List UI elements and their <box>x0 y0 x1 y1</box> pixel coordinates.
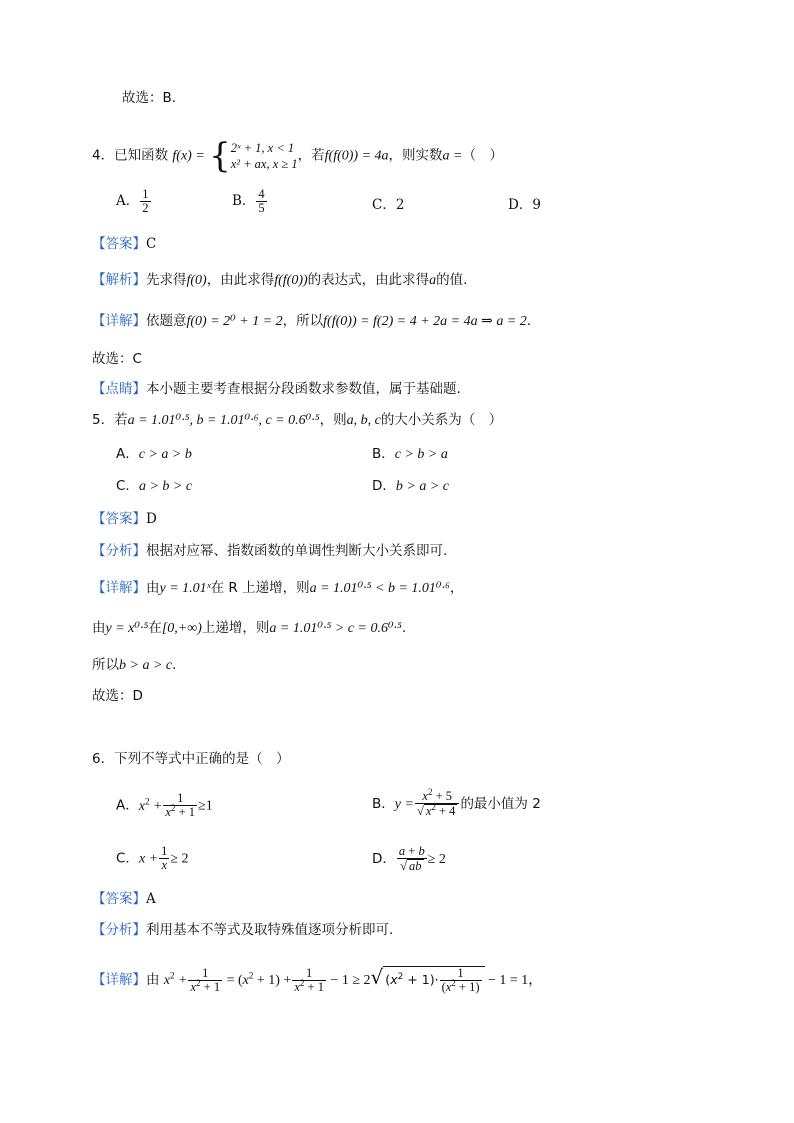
comment-text: 本小题主要考查根据分段函数求参数值，属于基础题. <box>146 381 461 397</box>
option-label: B． <box>232 193 256 209</box>
q6-answer <box>92 890 156 908</box>
q4-answer <box>92 235 156 253</box>
fraction-denominator: 2 <box>142 201 149 215</box>
q5-detail-1 <box>92 579 463 598</box>
detail-text: 所以 <box>92 657 119 673</box>
fraction: $\frac{1}{x^2 + 1}$ <box>165 791 196 819</box>
q6-analysis <box>92 921 393 939</box>
q4-option-a-fraction <box>140 188 150 215</box>
analysis-tag: 【分析】 <box>92 543 146 559</box>
detail-math: = $(x^2 + 1)$ + <box>223 970 292 988</box>
comment-tag: 【点睛】 <box>92 381 146 397</box>
analysis-text: 的值. <box>436 272 468 288</box>
q4-option-b <box>232 188 268 215</box>
analysis-tag: 【分析】 <box>92 922 146 938</box>
q4-option-b-fraction <box>256 188 266 215</box>
q4-comment <box>92 380 461 398</box>
answer-value: C <box>146 236 157 252</box>
option-value: a > b > c <box>138 479 193 494</box>
detail-tag: 【详解】 <box>92 580 146 596</box>
detail-text: . <box>172 657 177 673</box>
option-math: ≥ 2 <box>427 852 446 868</box>
option-math: $x^2$ + <box>138 795 163 814</box>
answer-tag: 【答案】 <box>92 891 146 907</box>
q5-vars: a, b, c <box>346 413 381 428</box>
answer-tag: 【答案】 <box>92 511 146 527</box>
option-value: c > b > a <box>394 447 448 462</box>
q6-option-b <box>372 786 541 819</box>
option-label: B． <box>372 446 395 462</box>
q6-number: 6． <box>92 751 115 767</box>
analysis-math: f(f(0)) <box>274 273 308 288</box>
detail-text: ，所以 <box>282 313 324 329</box>
answer-value: D <box>146 511 157 527</box>
detail-math: y = x⁰·⁵ <box>105 621 149 636</box>
analysis-math: f(0) <box>186 273 207 288</box>
detail-math: a = 1.01⁰·⁵ > c = 0.6⁰·⁵ <box>269 621 402 636</box>
q4-fx: f(x) = <box>172 148 205 164</box>
option-math: ≥1 <box>198 798 213 814</box>
option-value: b > a > c <box>395 479 450 494</box>
q6-option-c <box>116 845 189 872</box>
sqrt-icon: √ $x^2 + 4$ <box>416 801 456 819</box>
analysis-text: ，由此求得 <box>206 272 275 288</box>
option-math: x + <box>138 851 159 867</box>
detail-text: 上递增，则 <box>201 620 270 636</box>
option-value: 2 <box>395 197 405 213</box>
detail-math: [0,+∞) <box>161 621 202 636</box>
answer-value: A <box>146 891 156 907</box>
option-label: B． <box>372 796 395 813</box>
analysis-text: 利用基本不等式及取特殊值逐项分析即可. <box>146 922 394 938</box>
q4-mid: ，若 <box>297 147 325 164</box>
detail-math: a = 1.01⁰·⁵ < b = 1.01⁰·⁶ <box>309 581 450 596</box>
option-label: C． <box>116 850 139 867</box>
option-label: D． <box>508 197 533 213</box>
analysis-text: 的表达式，由此求得 <box>307 272 430 288</box>
fraction-denominator: 5 <box>258 201 265 215</box>
fraction-numerator: 4 <box>258 187 265 201</box>
fraction: $\frac{1}{x^2 + 1}$ <box>294 965 324 994</box>
detail-text: 依题意 <box>146 313 187 329</box>
option-math: y = <box>394 797 414 813</box>
detail-text: 由 <box>92 620 106 636</box>
detail-text: . <box>526 313 532 329</box>
option-text: 的最小值为 2 <box>460 796 541 813</box>
option-label: C． <box>372 197 396 213</box>
sqrt-icon: √ ab <box>400 859 422 874</box>
option-label: A． <box>116 446 139 462</box>
q4-mid2: ，则实数 <box>388 147 443 164</box>
q4-number: 4． <box>92 147 115 164</box>
detail-math: f(f(0)) = f(2) = 4 + 2a = 4a ⇒ a = 2 <box>323 314 527 329</box>
detail-math: − 1 ≥ 2 <box>326 973 371 988</box>
analysis-text: 先求得 <box>146 272 187 288</box>
q5-answer <box>92 510 157 528</box>
q4-case1: 2ˣ + 1, x < 1 <box>230 141 295 155</box>
analysis-tag: 【解析】 <box>92 272 146 288</box>
sqrt-icon: √ $(x^2 + 1)\cdot$ $\frac{1}{(x^2 + 1)}$ <box>371 966 485 994</box>
q5-analysis <box>92 542 447 560</box>
q4-option-c <box>372 196 404 214</box>
q4-option-a <box>116 188 152 215</box>
option-label: A． <box>116 193 140 209</box>
q5-expression: a = 1.01⁰·⁵, b = 1.01⁰·⁶, c = 0.6⁰·⁵ <box>127 413 320 428</box>
option-label: D． <box>372 478 396 494</box>
q5-detail-3 <box>92 656 176 675</box>
q4-piecewise <box>231 140 298 172</box>
q4-case2: x² + ax, x ≥ 1 <box>230 157 298 171</box>
q4-analysis <box>92 271 467 290</box>
q5-stem-end: 的大小关系为（ ） <box>380 412 503 428</box>
q4-condition: f(f(0)) = 4a <box>324 148 389 164</box>
option-value: 9 <box>532 197 541 213</box>
q4-conclusion: 故选：C <box>92 351 142 367</box>
q4-paren: （ ） <box>462 147 503 164</box>
detail-text: 由 <box>146 972 160 988</box>
fraction: $\frac{a + b}{√ ab}$ <box>398 844 425 874</box>
fraction: $\frac{1}{x^2 + 1}$ <box>190 965 221 994</box>
fraction-numerator: 1 <box>142 187 149 201</box>
q5-detail-2 <box>92 619 406 638</box>
detail-text: . <box>401 620 407 636</box>
detail-text: ， <box>449 580 464 596</box>
detail-tag: 【详解】 <box>92 972 146 988</box>
detail-text: 在 <box>148 620 162 636</box>
detail-math: y = 1.01ˣ <box>159 581 211 596</box>
q5-stem-start: 若 <box>114 412 128 428</box>
detail-math: − 1 = 1， <box>484 973 543 988</box>
detail-text: 由 <box>146 580 160 596</box>
q5-stem <box>92 411 502 430</box>
fraction: $\frac{1}{x}$ <box>161 844 168 872</box>
q4-stem <box>92 136 503 176</box>
option-value: c > a > b <box>138 447 192 462</box>
detail-math: $x^2$ + <box>163 970 188 988</box>
q5-option-c <box>116 477 192 496</box>
q6-stem-text: 下列不等式中正确的是（ ） <box>114 751 290 767</box>
q6-stem <box>92 750 290 768</box>
q6-detail <box>92 966 542 994</box>
q6-option-a <box>116 792 213 819</box>
option-label: D． <box>372 851 396 868</box>
piecewise-brace-icon: { <box>209 136 231 176</box>
analysis-text: 根据对应幂、指数函数的单调性判断大小关系即可. <box>146 543 448 559</box>
detail-math: f(0) = 2⁰ + 1 = 2 <box>186 314 283 329</box>
option-label: A． <box>116 797 139 814</box>
q4-stem-start: 已知函数 <box>114 147 169 164</box>
fraction: $\frac{x^2 + 5}{√ x^2 + 4}$ <box>415 790 460 818</box>
q5-number: 5． <box>92 412 115 428</box>
answer-tag: 【答案】 <box>92 236 146 252</box>
detail-text: 在 R 上递增，则 <box>210 580 310 596</box>
detail-tag: 【详解】 <box>92 313 146 329</box>
q5-conclusion: 故选：D <box>92 688 143 704</box>
q4-var-a: a = <box>442 148 463 164</box>
option-math: ≥ 2 <box>170 851 189 867</box>
option-label: C． <box>116 478 139 494</box>
q5-option-b <box>372 445 448 464</box>
q5-option-a <box>116 445 192 464</box>
q6-option-d <box>372 845 446 873</box>
q5-option-d <box>372 477 449 496</box>
q3-conclusion: 故选：B. <box>122 90 177 106</box>
q5-mid: ，则 <box>319 412 347 428</box>
q4-option-d <box>508 196 541 214</box>
q4-detail <box>92 312 531 331</box>
analysis-math: a <box>429 273 437 288</box>
detail-math: b > a > c <box>119 658 173 673</box>
